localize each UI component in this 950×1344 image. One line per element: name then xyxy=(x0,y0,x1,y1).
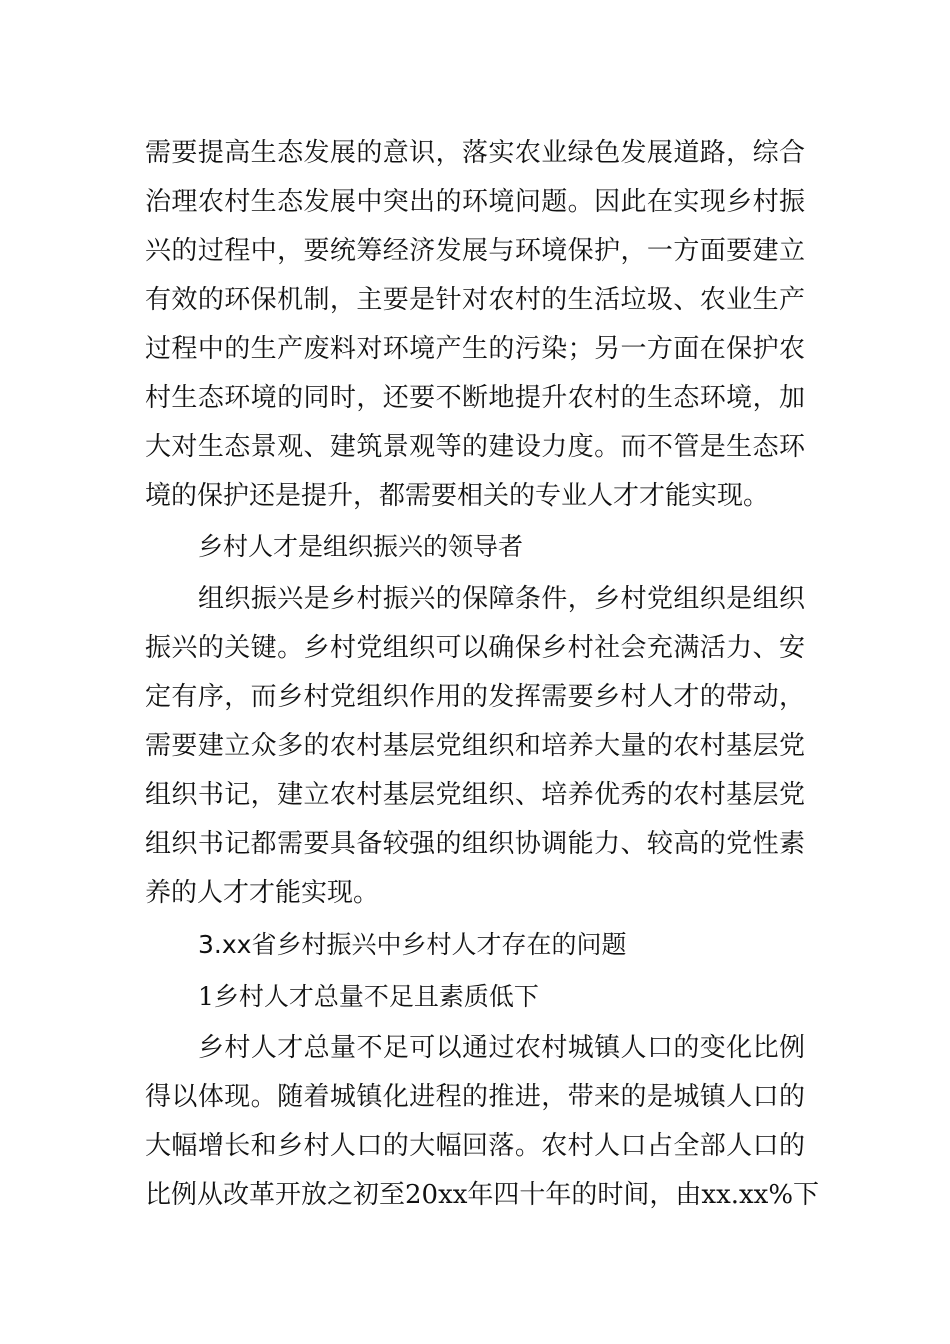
paragraph-line: 定有序，而乡村党组织作用的发挥需要乡村人才的带动， xyxy=(145,682,805,712)
paragraph-line: 得以体现。随着城镇化进程的推进，带来的是城镇人口的 xyxy=(145,1082,805,1112)
paragraph-line: 养的人才才能实现。 xyxy=(145,878,380,908)
section-heading: 乡村人才是组织振兴的领导者 xyxy=(198,532,524,561)
paragraph-line: 比例从改革开放之初至20xx年四十年的时间，由xx.xx%下 xyxy=(145,1180,820,1210)
paragraph-line: 组织书记，建立农村基层党组织、培养优秀的农村基层党 xyxy=(145,780,805,810)
paragraph-line: 需要建立众多的农村基层党组织和培养大量的农村基层党 xyxy=(145,731,805,761)
paragraph-line: 大幅增长和乡村人口的大幅回落。农村人口占全部人口的 xyxy=(145,1131,805,1161)
paragraph-line: 组织书记都需要具备较强的组织协调能力、较高的党性素 xyxy=(145,829,805,859)
paragraph-line: 需要提高生态发展的意识，落实农业绿色发展道路，综合 xyxy=(145,138,805,168)
paragraph-line: 振兴的关键。乡村党组织可以确保乡村社会充满活力、安 xyxy=(145,633,805,663)
paragraph-line: 兴的过程中，要统筹经济发展与环境保护，一方面要建立 xyxy=(145,236,805,266)
subsection-heading: 1乡村人才总量不足且素质低下 xyxy=(198,982,539,1011)
paragraph-line: 有效的环保机制，主要是针对农村的生活垃圾、农业生产 xyxy=(145,285,805,315)
paragraph-line: 村生态环境的同时，还要不断地提升农村的生态环境，加 xyxy=(145,383,805,413)
paragraph-line: 大对生态景观、建筑景观等的建设力度。而不管是生态环 xyxy=(145,432,805,462)
paragraph-line: 治理农村生态发展中突出的环境问题。因此在实现乡村振 xyxy=(145,187,805,217)
chapter-heading: 3.xx省乡村振兴中乡村人才存在的问题 xyxy=(198,930,627,959)
paragraph-line: 境的保护还是提升，都需要相关的专业人才才能实现。 xyxy=(145,481,770,511)
paragraph-line: 过程中的生产废料对环境产生的污染；另一方面在保护农 xyxy=(145,334,805,364)
paragraph-line: 组织振兴是乡村振兴的保障条件，乡村党组织是组织 xyxy=(198,584,805,614)
paragraph-line: 乡村人才总量不足可以通过农村城镇人口的变化比例 xyxy=(198,1033,805,1063)
